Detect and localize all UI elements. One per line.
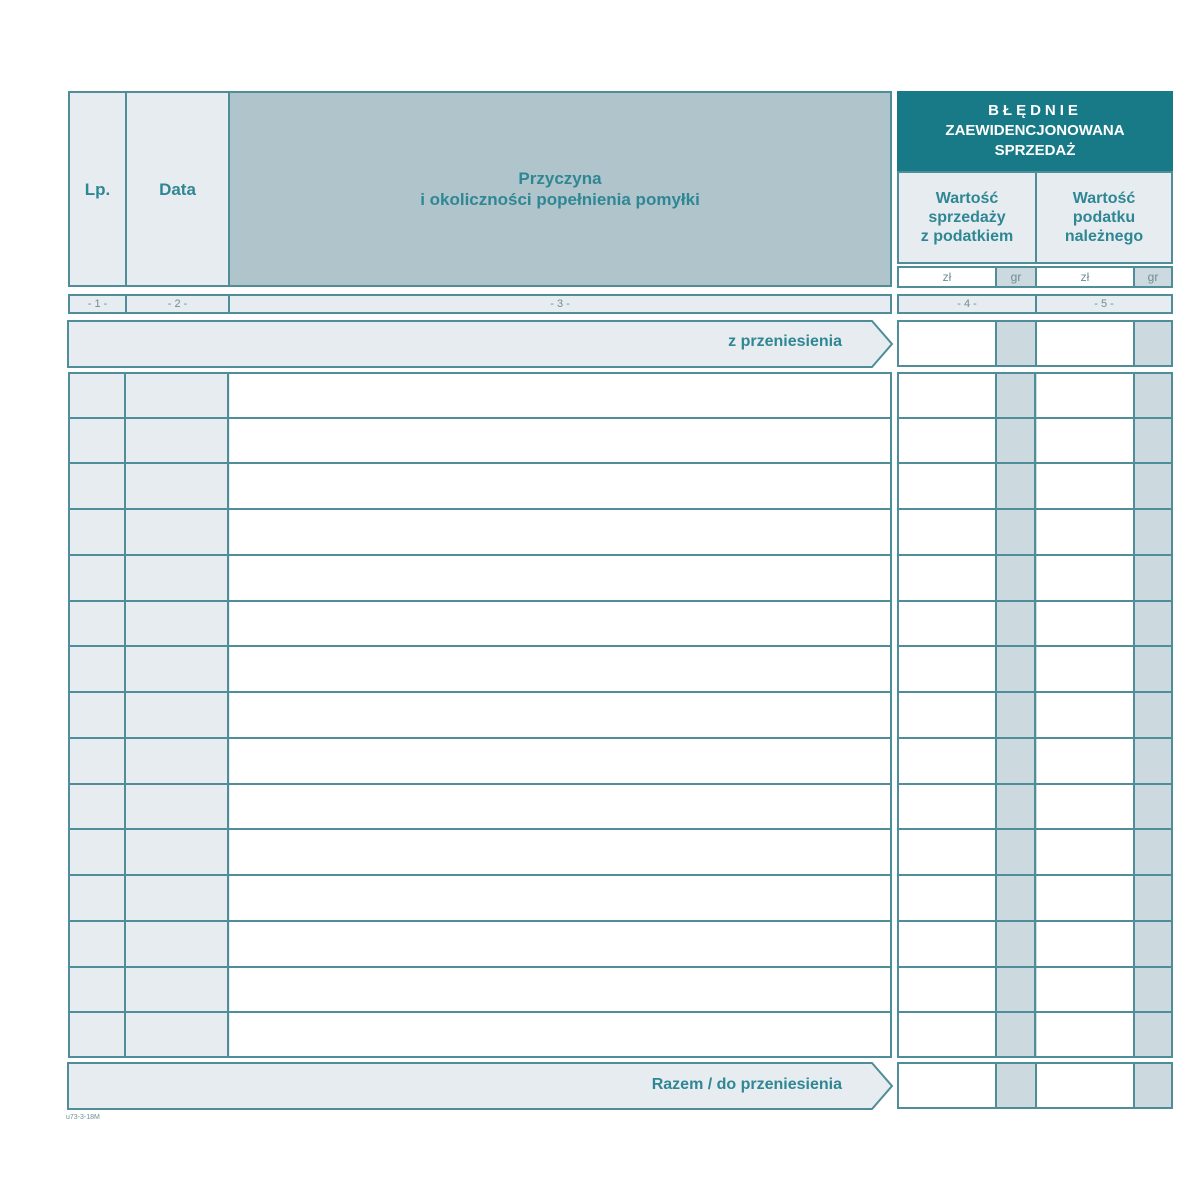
- table-row-separator: [68, 508, 892, 510]
- total-label: Razem / do przeniesienia: [651, 1076, 842, 1093]
- table-row-separator: [897, 920, 1173, 922]
- header-group-title: [897, 91, 1173, 171]
- header-group-line2: ZAEWIDENCJONOWANA: [945, 122, 1125, 139]
- header-col5: [1035, 171, 1173, 264]
- table-row-separator: [897, 462, 1173, 464]
- carry-over-col5-gr[interactable]: [1133, 320, 1173, 367]
- unit-zl-col4: [897, 266, 997, 288]
- table-row-separator: [897, 737, 1173, 739]
- colnum-1: [68, 294, 127, 314]
- body-right-divider-3: [1133, 372, 1135, 1058]
- unit-zl-col5-label: zł: [1080, 270, 1090, 284]
- table-row-separator: [68, 737, 892, 739]
- header-col4-line2: sprzedaży: [928, 209, 1006, 226]
- table-row-separator: [68, 691, 892, 693]
- colnum-5-label: - 5 -: [1094, 298, 1114, 310]
- header-col4: [897, 171, 1037, 264]
- body-left-divider-2: [227, 372, 229, 1058]
- table-row-separator: [897, 1011, 1173, 1013]
- colnum-3: [228, 294, 892, 314]
- table-row-separator: [897, 600, 1173, 602]
- colnum-2-label: - 2 -: [167, 298, 188, 310]
- carry-over-col4-zl[interactable]: [897, 320, 997, 367]
- header-data: [125, 91, 230, 287]
- total-col4-gr[interactable]: [995, 1062, 1037, 1109]
- table-row-separator: [68, 920, 892, 922]
- table-row-separator: [68, 783, 892, 785]
- header-lp: [68, 91, 127, 287]
- total-col5-gr[interactable]: [1133, 1062, 1173, 1109]
- header-przyczyna-line1: Przyczyna: [518, 169, 602, 188]
- unit-gr-col4: [995, 266, 1037, 288]
- table-row-separator: [897, 645, 1173, 647]
- table-row-separator: [897, 874, 1173, 876]
- header-col5-line2: podatku: [1072, 209, 1136, 226]
- unit-gr-col5-label: gr: [1147, 270, 1159, 284]
- header-group-line3: SPRZEDAŻ: [994, 142, 1076, 159]
- colnum-4: [897, 294, 1037, 314]
- table-row-separator: [68, 645, 892, 647]
- table-row-separator: [68, 417, 892, 419]
- header-lp-label: Lp.: [84, 179, 111, 199]
- table-row-separator: [68, 828, 892, 830]
- body-left-divider-1: [124, 372, 126, 1058]
- colnum-3-label: - 3 -: [550, 298, 570, 310]
- header-group-line1: BŁĘDNIE: [988, 102, 1082, 119]
- table-row-separator: [68, 874, 892, 876]
- table-row-separator: [897, 554, 1173, 556]
- table-row-separator: [68, 966, 892, 968]
- unit-gr-col5: [1133, 266, 1173, 288]
- header-col4-line1: Wartość: [935, 190, 999, 207]
- header-col5-line3: należnego: [1064, 228, 1144, 245]
- table-row-separator: [897, 417, 1173, 419]
- table-row-separator: [68, 600, 892, 602]
- table-row-separator: [897, 508, 1173, 510]
- table-row-separator: [897, 783, 1173, 785]
- carry-over-col5-zl[interactable]: [1035, 320, 1135, 367]
- colnum-2: [125, 294, 230, 314]
- carry-over-label: z przeniesienia: [728, 333, 842, 350]
- header-przyczyna-line2: i okoliczności popełnienia pomyłki: [420, 190, 700, 209]
- header-col4-line3: z podatkiem: [920, 228, 1014, 245]
- header-col5-line1: Wartość: [1072, 190, 1136, 207]
- table-row-separator: [897, 691, 1173, 693]
- colnum-5: [1035, 294, 1173, 314]
- header-przyczyna: [228, 91, 892, 287]
- unit-gr-col4-label: gr: [1010, 270, 1022, 284]
- unit-zl-col5: [1035, 266, 1135, 288]
- total-col5-zl[interactable]: [1035, 1062, 1135, 1109]
- body-right-divider-1: [995, 372, 997, 1058]
- table-row-separator: [68, 554, 892, 556]
- table-row-separator: [897, 828, 1173, 830]
- colnum-1-label: - 1 -: [87, 298, 108, 310]
- colnum-4-label: - 4 -: [957, 298, 977, 310]
- table-row-separator: [68, 462, 892, 464]
- total-col4-zl[interactable]: [897, 1062, 997, 1109]
- carry-over-col4-gr[interactable]: [995, 320, 1037, 367]
- form-code: u73-3-18M: [66, 1114, 100, 1121]
- header-data-label: Data: [159, 179, 196, 199]
- table-row-separator: [68, 1011, 892, 1013]
- table-row-separator: [897, 966, 1173, 968]
- unit-zl-col4-label: zł: [942, 270, 952, 284]
- body-left-frame: [68, 372, 892, 1058]
- body-right-divider-2: [1034, 372, 1036, 1058]
